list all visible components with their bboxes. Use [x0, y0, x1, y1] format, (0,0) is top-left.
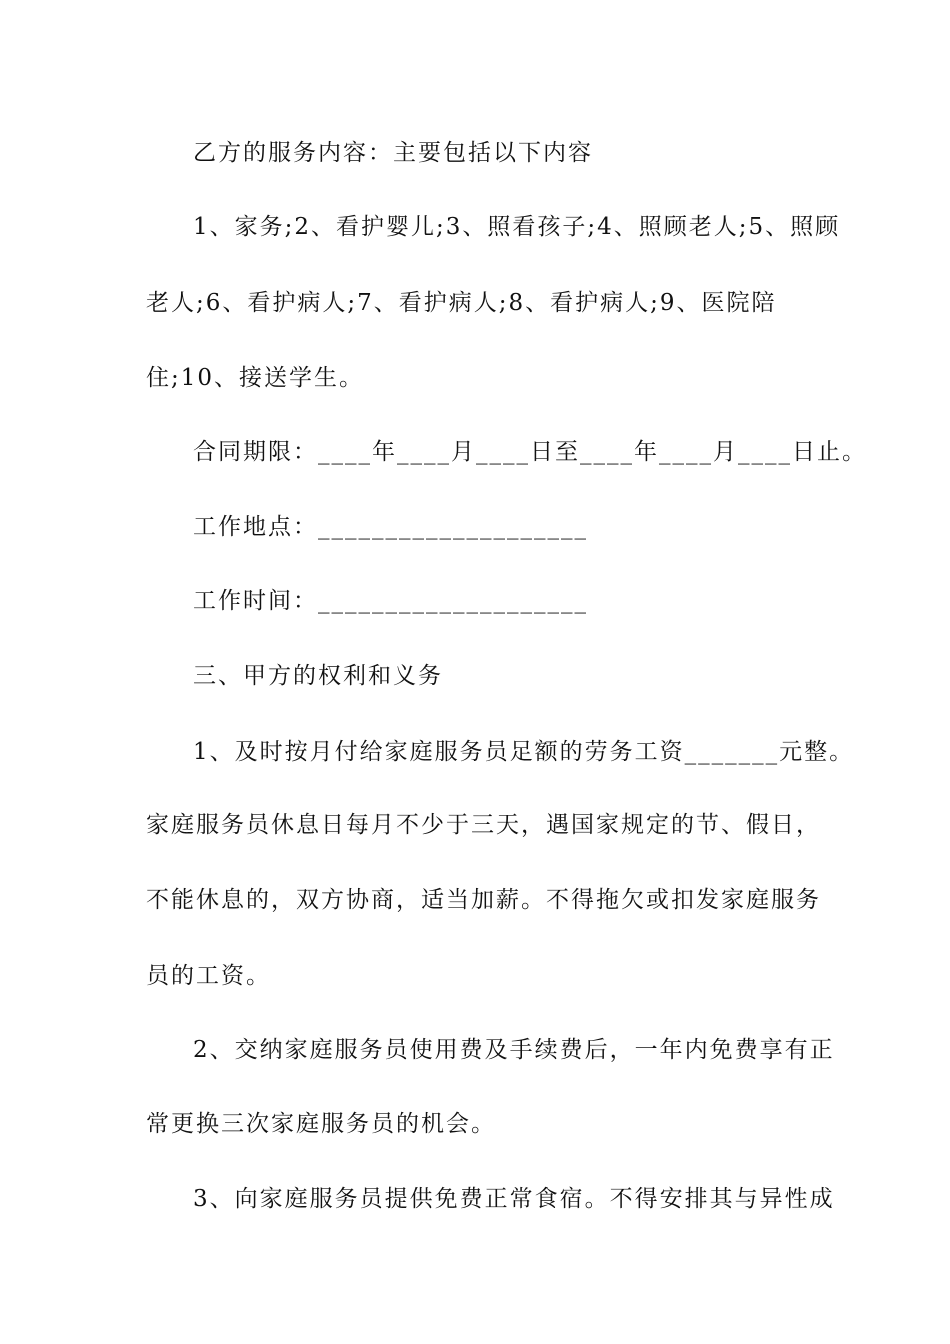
rights-item-2-line-1: 2、交纳家庭服务员使用费及手续费后，一年内免费享有正: [193, 1037, 835, 1063]
rights-item-2-line-2: 常更换三次家庭服务员的机会。: [146, 1111, 496, 1137]
rights-item-1-line-1: 1、及时按月付给家庭服务员足额的劳务工资_______元整。: [193, 739, 855, 765]
rights-item-1-line-3: 不能休息的，双方协商，适当加薪。不得拖欠或扣发家庭服务: [146, 887, 821, 913]
service-list-line-2: 老人;6、看护病人;7、看护病人;8、看护病人;9、医院陪: [146, 290, 777, 316]
party-a-rights-heading: 三、甲方的权利和义务: [193, 663, 443, 689]
work-location-line: 工作地点：____________________: [193, 514, 588, 540]
rights-item-1-line-2: 家庭服务员休息日每月不少于三天，遇国家规定的节、假日，: [146, 812, 821, 838]
rights-item-3-line-1: 3、向家庭服务员提供免费正常食宿。不得安排其与异性成: [193, 1186, 835, 1212]
rights-item-1-line-4: 员的工资。: [146, 963, 271, 989]
work-time-line: 工作时间：____________________: [193, 588, 588, 614]
contract-term-line: 合同期限：____年____月____日至____年____月____日止。: [193, 439, 867, 465]
service-content-heading: 乙方的服务内容：主要包括以下内容: [193, 140, 593, 166]
service-list-line-3: 住;10、接送学生。: [146, 365, 365, 391]
service-list-line-1: 1、家务;2、看护婴儿;3、照看孩子;4、照顾老人;5、照顾: [193, 214, 841, 240]
